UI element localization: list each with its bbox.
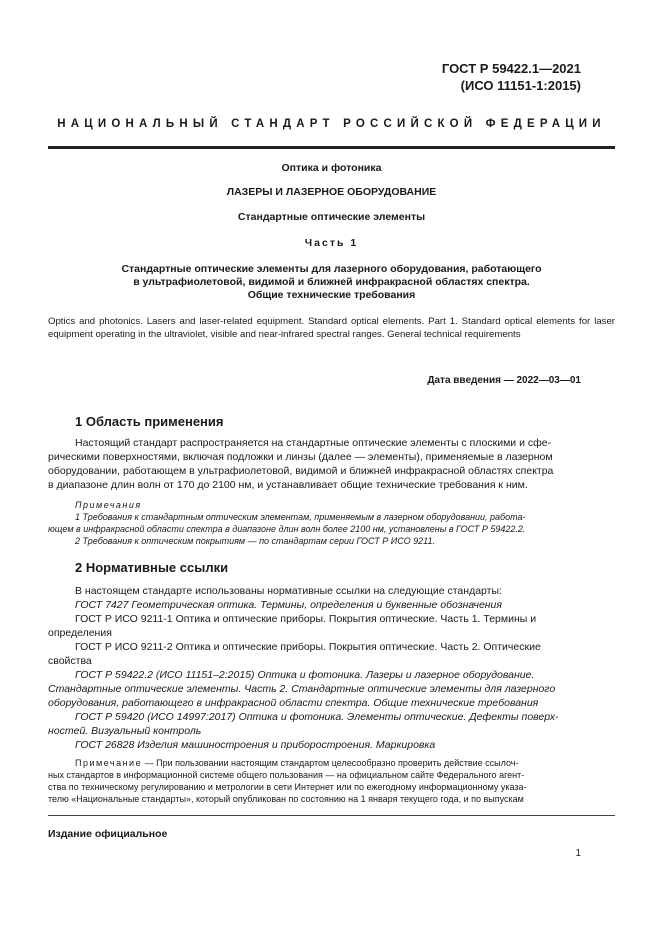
section1-line: Настоящий стандарт распространяется на стандартные оптические элементы с плоскими и сфе- — [75, 437, 552, 449]
reference-gost-59422-2-cont: Стандартные оптические элементы. Часть 2. Стандартные оптические элементы для лазерного — [48, 683, 556, 695]
main-title: ЛАЗЕРЫ И ЛАЗЕРНОЕ ОБОРУДОВАНИЕ — [226, 186, 437, 198]
section2-note-line3: ства по техническому регулированию и метрологии в сети Интернет или по ежегодному информационному указа- — [48, 782, 527, 792]
section2-note-line2: ных стандартов в информационной системе общего пользования — на официальном сайте Федерального агент- — [48, 770, 525, 780]
reference-gost-59420-cont: ностей. Визуальный контроль — [48, 725, 202, 737]
section1-line: в диапазоне длин волн от 170 до 2100 нм, и устанавливает общие технические требования к ним. — [48, 479, 528, 491]
section2-note-line4: телю «Национальные стандарты», который опубликован по состоянию на 1 января текущего года, и по выпускам — [48, 794, 524, 804]
section2-intro: В настоящем стандарте использованы нормативные ссылки на следующие стандарты: — [75, 585, 502, 597]
footer-rule — [48, 815, 615, 816]
part-title-line2: в ультрафиолетовой, видимой и ближней инфракрасной областях спектра. — [133, 276, 530, 288]
standard-code — [442, 60, 581, 94]
reference-iso-9211-1: ГОСТ Р ИСО 9211-1 Оптика и оптические приборы. Покрытия оптические. Часть 1. Термины и — [75, 613, 537, 625]
field-title: Оптика и фотоника — [281, 162, 382, 174]
reference-gost-7427: ГОСТ 7427 Геометрическая оптика. Термины, определения и буквенные обозначения — [75, 599, 503, 611]
note1-line1: 1 Требования к стандартным оптическим элементам, применяемым в лазерном оборудовании, работа- — [75, 512, 526, 522]
reference-gost-26828: ГОСТ 26828 Изделия машиностроения и приборостроения. Маркировка — [75, 739, 436, 751]
note-label: Примечание — [75, 758, 143, 768]
standard-code-line1: ГОСТ Р 59422.1—2021 — [441, 61, 581, 76]
standard-code-line2: (ИСО 11151-1:2015) — [460, 78, 581, 93]
part-title-line1: Стандартные оптические элементы для лазерного оборудования, работающего — [121, 263, 542, 275]
header-rule — [48, 146, 615, 149]
reference-gost-59420: ГОСТ Р 59420 (ИСО 14997:2017) Оптика и фотоника. Элементы оптические. Дефекты поверх- — [75, 711, 559, 723]
official-edition-label: Издание официальное — [48, 828, 168, 840]
reference-gost-59422-2-cont: оборудования, работающего в инфракрасной области спектра. Общие технические требования — [48, 697, 539, 709]
note-text: — При пользовании настоящим стандартом целесообразно проверить действие ссылоч- — [144, 758, 519, 768]
part-label: Часть 1 — [304, 237, 359, 249]
page-number: 1 — [575, 848, 581, 859]
reference-iso-9211-2: ГОСТ Р ИСО 9211-2 Оптика и оптические приборы. Покрытия оптические. Часть 2. Оптические — [75, 641, 541, 653]
intro-date: Дата введения — 2022—03—01 — [427, 375, 581, 386]
section1-line: рическими поверхностями, включая подложки и линзы (далее — элементы), применяемые в лазерном — [48, 451, 553, 463]
section2-heading: 2 Нормативные ссылки — [75, 560, 229, 575]
reference-iso-9211-2-cont: свойства — [48, 655, 92, 667]
section1-heading: 1 Область применения — [75, 414, 224, 429]
section2-note-line1 — [75, 757, 519, 769]
sub-title: Стандартные оптические элементы — [237, 211, 426, 223]
national-standard-title: НАЦИОНАЛЬНЫЙ СТАНДАРТ РОССИЙСКОЙ ФЕДЕРАЦИИ — [57, 118, 606, 130]
reference-iso-9211-1-cont: определения — [48, 627, 112, 639]
notes-label: Примечания — [75, 500, 142, 510]
english-title: Optics and photonics. Lasers and laser-related equipment. Standard optical elements. Part 1. Standard optical elements for laser equipment operating in the ultraviolet, visible and near-infrared spectral ranges. General technical requirements — [48, 316, 615, 340]
note2: 2 Требования к оптическим покрытиям — по стандартам серии ГОСТ Р ИСО 9211. — [75, 536, 435, 546]
part-title-line3: Общие технические требования — [247, 289, 416, 301]
reference-gost-59422-2: ГОСТ Р 59422.2 (ИСО 11151–2:2015) Оптика и фотоника. Лазеры и лазерное оборудование. — [75, 669, 535, 681]
section1-line: оборудовании, работающем в ультрафиолетовой, видимой и ближней инфракрасной областях спектра — [48, 465, 554, 477]
note1-line2: ющем в инфракрасной области спектра в диапазоне длин волн более 2100 нм, установлены в ГОСТ Р 59422.2. — [48, 524, 526, 534]
